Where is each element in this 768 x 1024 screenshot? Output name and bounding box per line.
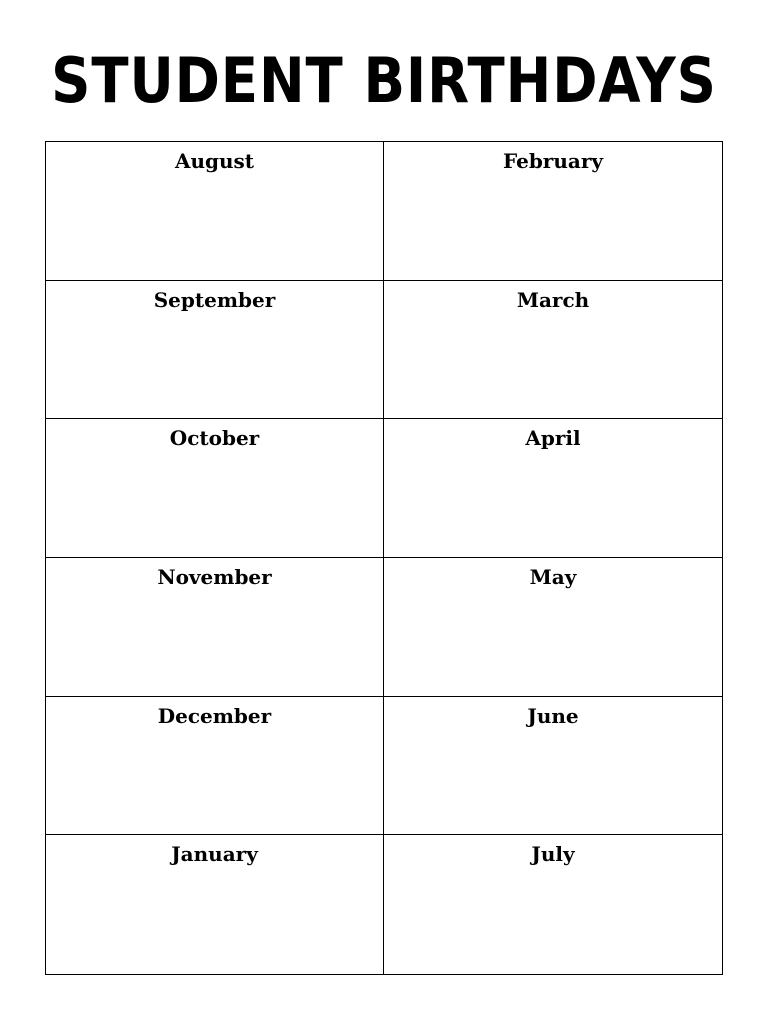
month-cell-november[interactable]	[46, 558, 384, 697]
month-cell-september[interactable]	[46, 281, 384, 420]
month-label: February	[502, 149, 603, 173]
month-label: November	[157, 565, 272, 589]
month-cell-may[interactable]	[384, 558, 722, 697]
month-label: December	[157, 703, 272, 728]
month-label: August	[174, 149, 255, 173]
month-cell-february[interactable]	[384, 142, 722, 281]
month-label: March	[516, 287, 590, 312]
month-cell-october[interactable]	[46, 419, 384, 558]
month-cell-august[interactable]	[46, 142, 384, 281]
month-cell-march[interactable]	[384, 281, 722, 420]
month-label: May	[529, 565, 577, 589]
month-label: October	[169, 426, 260, 451]
month-label: September	[153, 287, 276, 312]
month-label: January	[171, 842, 258, 867]
month-cell-december[interactable]	[46, 697, 384, 836]
month-cell-january[interactable]	[46, 835, 384, 974]
month-cell-june[interactable]	[384, 697, 722, 836]
month-label: June	[527, 703, 579, 728]
page-title: STUDENT BIRTHDAYS	[51, 44, 717, 117]
month-label: July	[531, 842, 575, 867]
month-cell-april[interactable]	[384, 419, 722, 558]
month-label: April	[525, 426, 581, 451]
month-cell-july[interactable]	[384, 835, 722, 974]
birthday-table	[45, 141, 723, 975]
